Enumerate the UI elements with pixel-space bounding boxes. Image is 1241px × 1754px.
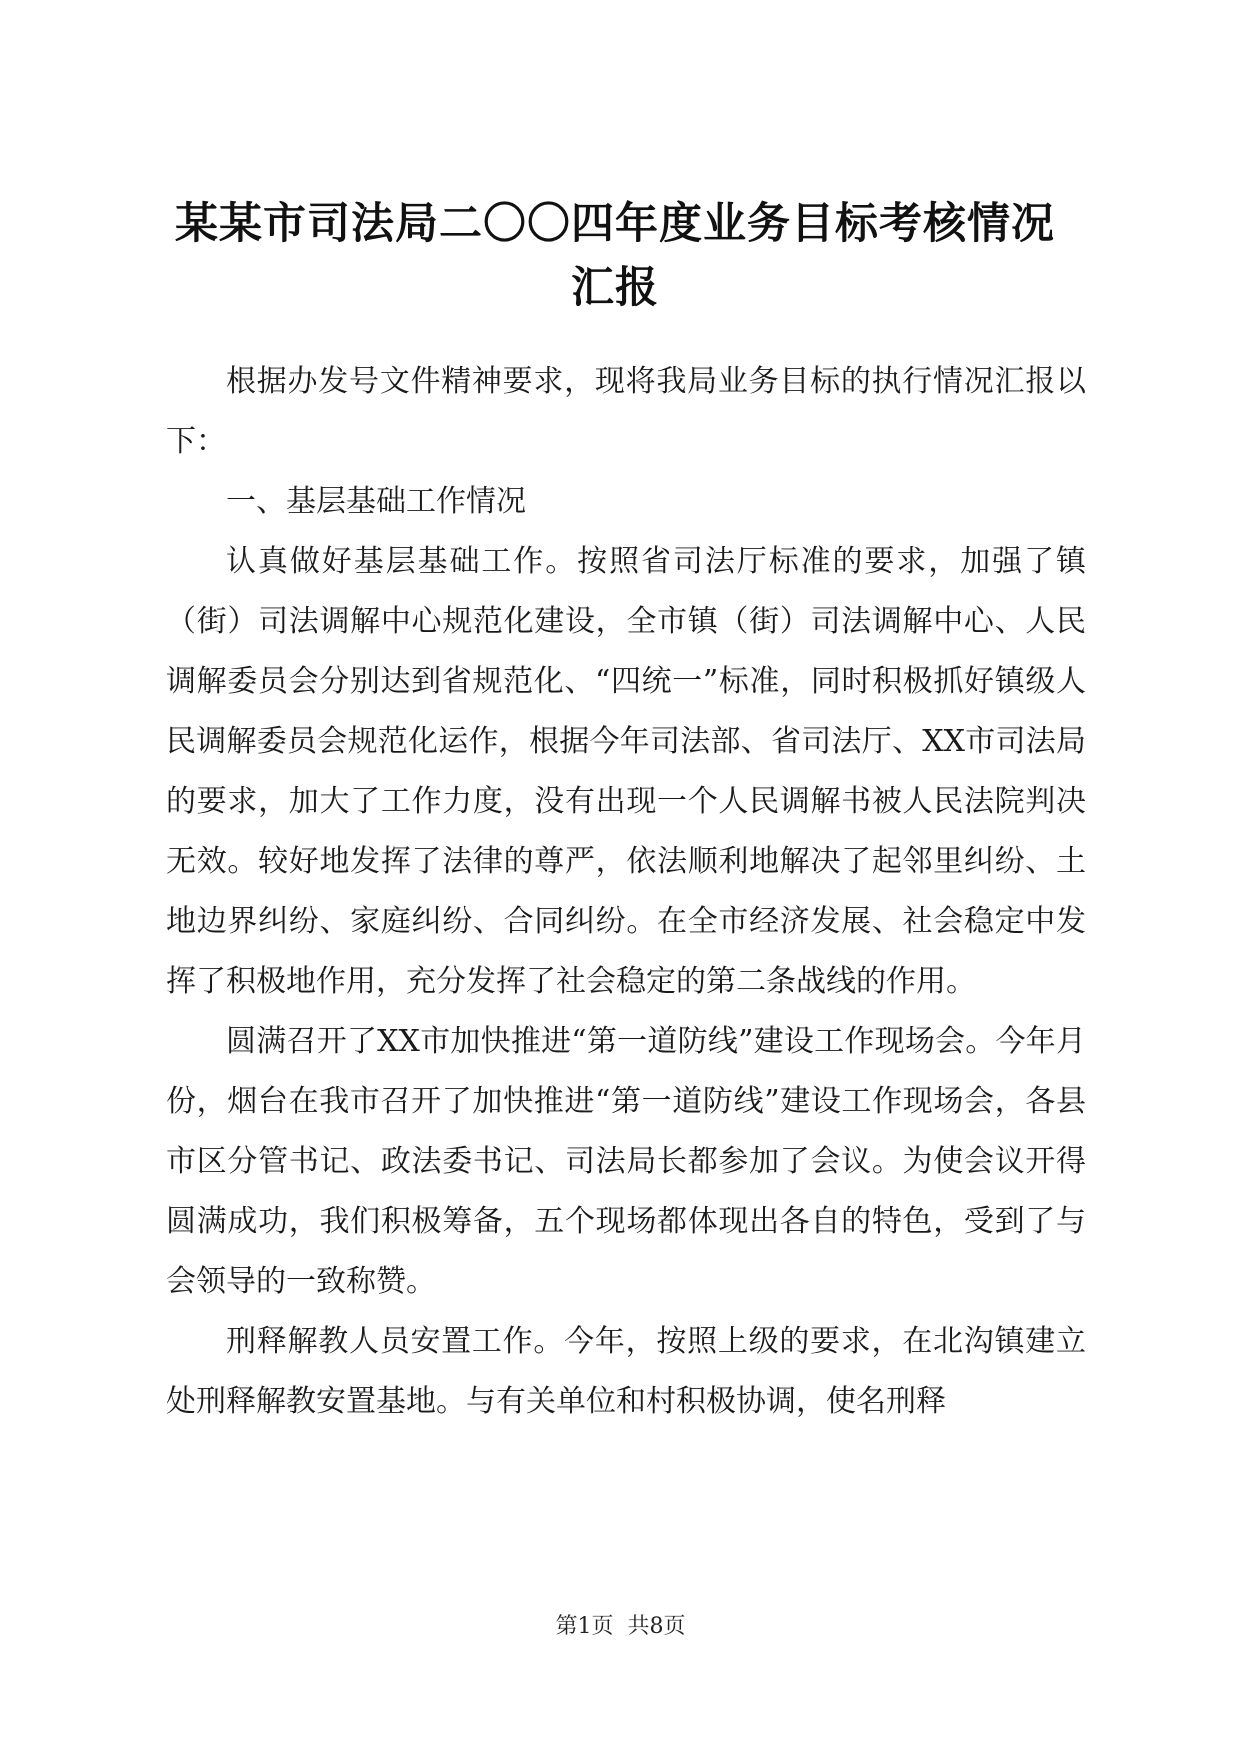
section-heading: 一、基层基础工作情况 [226, 484, 526, 519]
paragraph-intro: 根据办发号文件精神要求，现将我局业务目标的执行情况汇报以下： [166, 364, 1086, 459]
page-footer [0, 1612, 1241, 1642]
paragraph-resettlement: 刑释解教人员安置工作。今年，按照上级的要求，在北沟镇建立处刑释解教安置基地。与有关单位和村积极协调，使名刑释 [166, 1324, 1086, 1419]
page-total: 共8页 [627, 1614, 686, 1639]
title-line-2: 汇报 [571, 263, 659, 313]
paragraph-basic-work: 认真做好基层基础工作。按照省司法厅标准的要求，加强了镇（街）司法调解中心规范化建设，全市镇（街）司法调解中心、人民调解委员会分别达到省规范化、“四统一”标准，同时积极抓好镇级人民调解委员会规范化运作，根据今年司法部、省司法厅、XX市司法局的要求，加大了工作力度，没有出现一个人民调解书被人民法院判决无效。较好地发挥了法律的尊严，依法顺利地解决了起邻里纠纷、土地边界纠纷、家庭纠纷、合同纠纷。在全市经济发展、社会稳定中发挥了积极地作用，充分发挥了社会稳定的第二条战线的作用。 [166, 544, 1086, 999]
title-line-1: 某某市司法局二〇〇四年度业务目标考核情况 [175, 199, 1055, 249]
page-number: 第1页 [555, 1614, 614, 1639]
document-body [166, 352, 1086, 1432]
paragraph-meeting: 圆满召开了XX市加快推进“第一道防线”建设工作现场会。今年月份，烟台在我市召开了加快推进“第一道防线”建设工作现场会，各县市区分管书记、政法委书记、司法局长都参加了会议。为使会议开得圆满成功，我们积极筹备，五个现场都体现出各自的特色，受到了与会领导的一致称赞。 [166, 1024, 1086, 1299]
document-title [150, 192, 1080, 320]
